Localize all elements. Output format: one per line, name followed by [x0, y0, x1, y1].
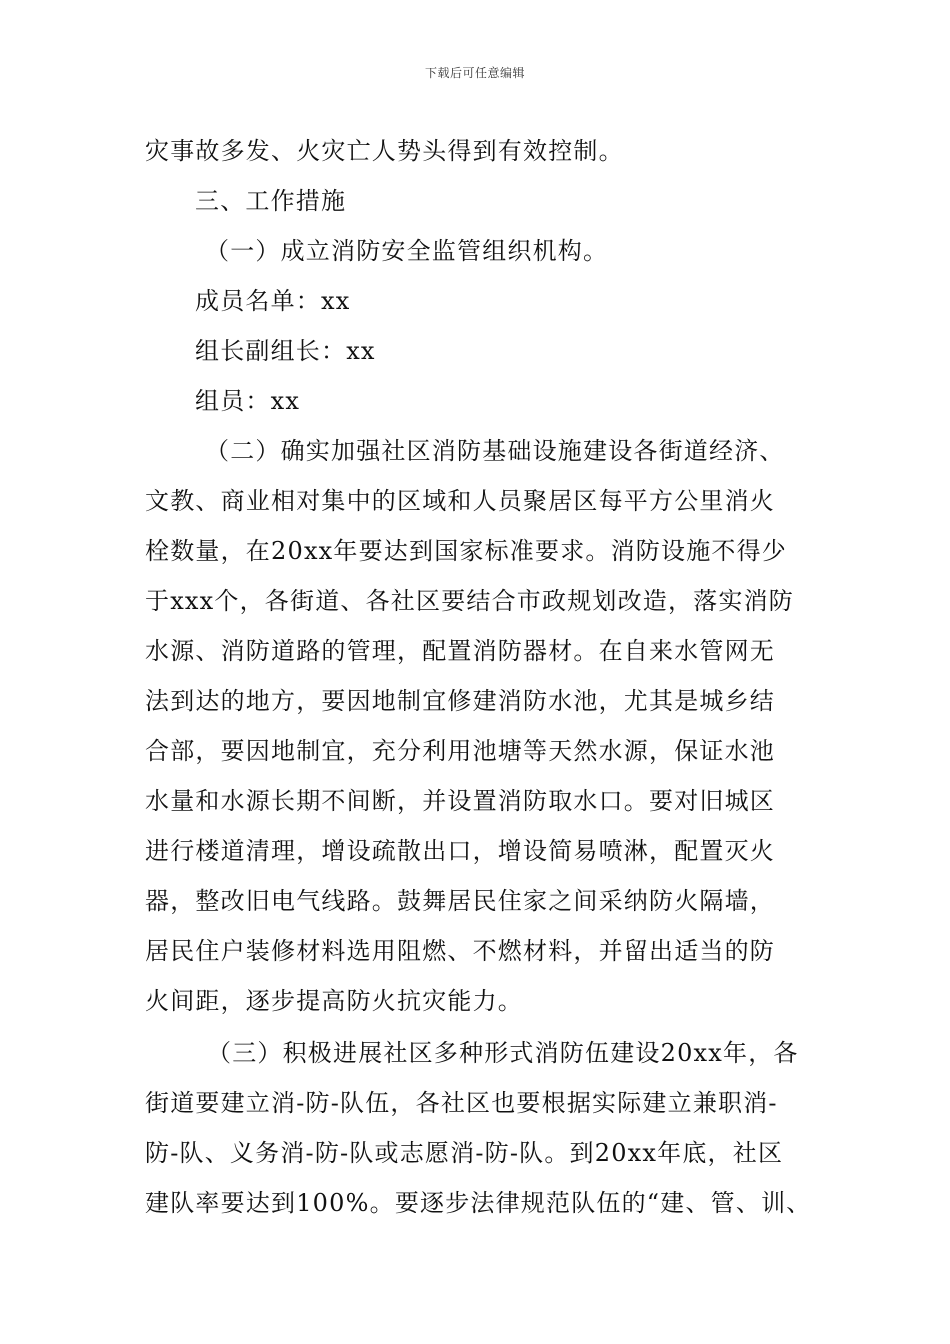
paragraph-line: （三）积极进展社区多种形式消防伍建设20xx年，各: [207, 1039, 799, 1067]
subsection-heading: （一）成立消防安全监管组织机构。: [205, 237, 609, 265]
member-list-line: 成员名单：xx: [195, 287, 351, 315]
paragraph-line: 防-队、义务消-防-队或志愿消-防-队。到20xx年底，社区: [145, 1139, 784, 1167]
paragraph-line: 法到达的地方，要因地制宜修建消防水池，尤其是城乡结: [145, 687, 775, 715]
paragraph-line: 进行楼道清理，增设疏散出口，增设简易喷淋，配置灭火: [145, 837, 775, 865]
paragraph-line: （二）确实加强社区消防基础设施建设各街道经济、: [205, 437, 785, 465]
paragraph-line: 文教、商业相对集中的区域和人员聚居区每平方公里消火: [145, 487, 775, 515]
paragraph-line: 合部，要因地制宜，充分利用池塘等天然水源，保证水池: [145, 737, 775, 765]
paragraph-line: 建队率要达到100%。要逐步法律规范队伍的“建、管、训、: [145, 1189, 812, 1217]
document-body: [145, 126, 835, 1228]
paragraph-line: 水量和水源长期不间断，并设置消防取水口。要对旧城区: [145, 787, 775, 815]
paragraph-line: 水源、消防道路的管理，配置消防器材。在自来水管网无: [145, 637, 775, 665]
page-header: 下载后可任意编辑: [424, 66, 525, 80]
leader-line: 组长副组长：xx: [195, 337, 376, 365]
paragraph-line: 街道要建立消-防-队伍，各社区也要根据实际建立兼职消-: [145, 1089, 778, 1117]
section-heading: 三、工作措施: [195, 187, 347, 215]
paragraph-line: 栓数量，在20xx年要达到国家标准要求。消防设施不得少: [145, 537, 788, 565]
paragraph-line: 器，整改旧电气线路。鼓舞居民住家之间采纳防火隔墙，: [145, 887, 775, 915]
paragraph-line: 灾事故多发、火灾亡人势头得到有效控制。: [145, 137, 624, 165]
paragraph-line: 居民住户装修材料选用阻燃、不燃材料，并留出适当的防: [145, 937, 775, 965]
members-line: 组员：xx: [195, 387, 301, 415]
paragraph-line: 于xxx个，各街道、各社区要结合市政规划改造，落实消防: [145, 587, 795, 615]
paragraph-line: 火间距，逐步提高防火抗灾能力。: [145, 987, 523, 1015]
